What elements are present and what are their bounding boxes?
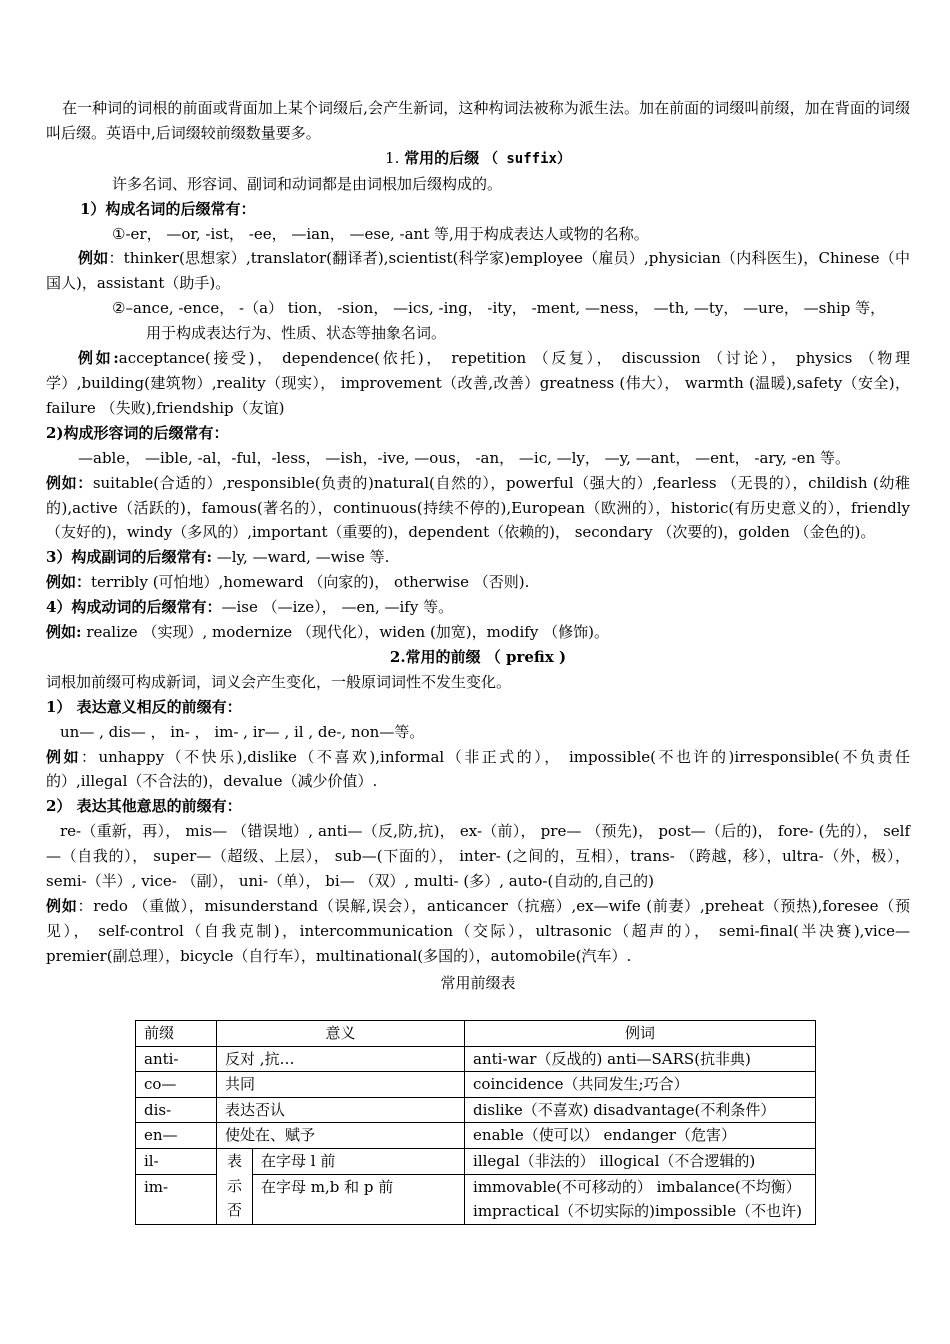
header-examples: 例词 (465, 1021, 816, 1047)
example-label: 例如 (46, 747, 82, 766)
examples-line: impractical（不切实际的)impossible（不也许) (473, 1202, 802, 1221)
cell-meaning: 表达否认 (217, 1097, 465, 1123)
opposite-prefix-example (46, 745, 910, 795)
opposite-prefix-list: un— , dis— ， in- ， im- , ir— , il , de-, non—等。 (60, 722, 425, 741)
suffix-description: 许多名词、形容词、副词和动词都是由词根加后缀构成的。 (112, 174, 503, 193)
noun-example-1 (46, 246, 910, 296)
verb-example (46, 620, 910, 645)
document-body (46, 96, 910, 996)
adj-suffix-list: —able， —ible, -al，-ful，-less， —ish，-ive, —ous， -an， —ic, —ly， —y, —ant， —ent， -ary, -en 等。 (78, 448, 850, 467)
example-label: 例如: (46, 623, 82, 642)
adj-example (46, 471, 910, 546)
noun-suffix-list-1: ①-er， —or, -ist， -ee， —ian， —ese, -ant 等,用于构成表达人或物的名称。 (112, 224, 649, 243)
example-text: ：unhappy（不快乐),dislike（不喜欢),informal（非正式的）， impossible(不也许的)irresponsible(不负责任的）,illegal（不合法的)，devalue（减少价值）. (46, 747, 910, 791)
example-text: acceptance(接受)， dependence(依托)， repetition （反复）， discussion （讨论）， physics （物理学）,building(建筑物）,reality（现实）， improvement（改善,改善）greatness (伟大）， warmth (温暖),safety（安全)，failure （失败),friendship（友谊) (46, 349, 910, 417)
table-row (136, 1097, 816, 1123)
example-text: ：thinker(思想家）,translator(翻译者),scientist(科学家)employee（雇员）,physician（内科医生)，Chinese（中国人)，assistant（助手)。 (46, 249, 910, 293)
table-header-row (136, 1021, 816, 1047)
cell-examples: coincidence（共同发生;巧合） (465, 1072, 816, 1098)
noun-example-2 (46, 346, 910, 421)
adv-suffix-heading: 3）构成副词的后缀常有: (46, 548, 212, 567)
example-text: ：redo （重做），misunderstand（误解,误会），anticancer（抗癌）,ex—wife (前妻）,preheat（预热),foresee（预见）， self-control（自我克制)，intercommunication（交际），ultrasonic（超声的）， semi-final(半决赛),vice—premier(副总理），bicycle（自行车），multinational(多国的），automobile(汽车）. (46, 897, 910, 965)
prefix-description: 词根加前缀可构成新词，词义会产生变化，一般原词词性不发生变化。 (46, 672, 512, 691)
table-row (136, 1072, 816, 1098)
header-prefix: 前缀 (136, 1021, 217, 1047)
header-meaning: 意义 (217, 1021, 465, 1047)
example-label: 例如 (46, 897, 78, 915)
opposite-prefix-heading: 1） 表达意义相反的前缀有： (46, 697, 242, 716)
cell-meaning: 反对 ,抗… (217, 1046, 465, 1072)
suffix-title-text: 常用的后缀 (404, 148, 480, 167)
cell-condition: 在字母 l 前 (253, 1148, 465, 1174)
cell-prefix: anti- (136, 1046, 217, 1072)
example-label: 例如： (46, 573, 92, 592)
intro-paragraph: 在一种词的词根的前面或背面加上某个词缀后,会产生新词，这种构词法被称为派生法。加在前面的词缀叫前缀，加在背面的词缀叫后缀。英语中,后词缀较前缀数量要多。 (46, 99, 910, 142)
cell-examples: illegal（非法的） illogical（不合逻辑的) (465, 1148, 816, 1174)
negation-label-line: 表 (226, 1151, 242, 1170)
cell-prefix: il- (136, 1148, 217, 1174)
adv-example (46, 570, 910, 595)
verb-suffix-list: —ise （—ize）， —en, —ify 等。 (221, 598, 454, 617)
cell-examples (465, 1174, 816, 1224)
prefix-table (135, 1020, 816, 1225)
cell-negation-label (217, 1148, 253, 1224)
cell-examples: anti-war（反战的) anti—SARS(抗非典) (465, 1046, 816, 1072)
cell-prefix: co— (136, 1072, 217, 1098)
table-row (136, 1123, 816, 1149)
table-caption: 常用前缀表 (440, 973, 516, 992)
example-text: suitable(合适的）,responsible(负责的)natural(自然的），powerful（强大的）,fearless （无畏的），childish (幼稚的),active（活跃的)，famous(著名的），continuous(持续不停的),European（欧洲的），historic(有历史意义的），friendly（友好的)，windy（多风的）,important（重要的)，dependent（依赖的)， secondary （次要的)，golden （金色的)。 (46, 473, 910, 542)
suffix-section-title (46, 146, 910, 172)
example-text: realize （实现）, modernize （现代化），widen (加宽)，modify （修饰)。 (81, 623, 609, 642)
negation-label-line: 示 (226, 1176, 242, 1195)
other-prefix-heading: 2） 表达其他意思的前缀有： (46, 797, 242, 816)
verb-suffix-heading: 4）构成动词的后缀常有： (46, 598, 222, 617)
cell-prefix: en— (136, 1123, 217, 1149)
table-row (136, 1148, 816, 1174)
example-label: 例如： (46, 473, 93, 492)
table-row (136, 1046, 816, 1072)
noun-suffix-list-2: ②–ance, -ence， -（a） tion， -sion， —ics, -ing， -ity， -ment, —ness， —th, —ty， —ure， —ship 等， (112, 299, 886, 318)
cell-prefix: dis- (136, 1097, 217, 1123)
example-text: terribly (可怕地）,homeward （向家的)， otherwise （否则). (91, 573, 530, 592)
other-prefix-example (46, 894, 910, 969)
examples-line: immovable(不可移动的） imbalance(不均衡） (473, 1177, 801, 1196)
prefix-section-title: 2.常用的前缀 （ prefix ) (389, 647, 567, 666)
cell-meaning: 共同 (217, 1072, 465, 1098)
cell-examples: dislike（不喜欢) disadvantage(不利条件） (465, 1097, 816, 1123)
other-prefix-list: re-（重新，再）， mis— （错误地）, anti—（反,防,抗)， ex-（前）， pre— （预先)， post—（后的)， fore- (先的）， self—（自我的）， super—（超级、上层）， sub—(下面的）， inter- (之间的，互相），trans- （跨越，移），ultra-（外，极）， semi-（半）, vice- （副）， uni-（单）， bi— （双）, multi- (多）, auto-(自动的,自己的) (46, 822, 910, 891)
cell-condition: 在字母 m,b 和 p 前 (253, 1174, 465, 1224)
adv-suffix-line (46, 545, 910, 570)
suffix-title-en: （ suffix） (483, 150, 571, 167)
noun-suffix-list-2-usage: 用于构成表达行为、性质、状态等抽象名词。 (146, 324, 447, 343)
negation-label-line: 否 (226, 1201, 242, 1220)
cell-prefix: im- (136, 1174, 217, 1224)
noun-suffix-heading: 1）构成名词的后缀常有： (80, 199, 256, 218)
adj-suffix-heading: 2)构成形容词的后缀常有： (46, 423, 229, 442)
verb-suffix-line (46, 595, 910, 620)
cell-meaning: 使处在、赋予 (217, 1123, 465, 1149)
suffix-title-number: 1. (385, 148, 400, 167)
example-label: 例如 (78, 249, 109, 268)
adv-suffix-list: —ly, —ward, —wise 等. (211, 548, 390, 567)
example-label: 例如: (78, 349, 119, 368)
cell-examples: enable（使可以） endanger（危害） (465, 1123, 816, 1149)
